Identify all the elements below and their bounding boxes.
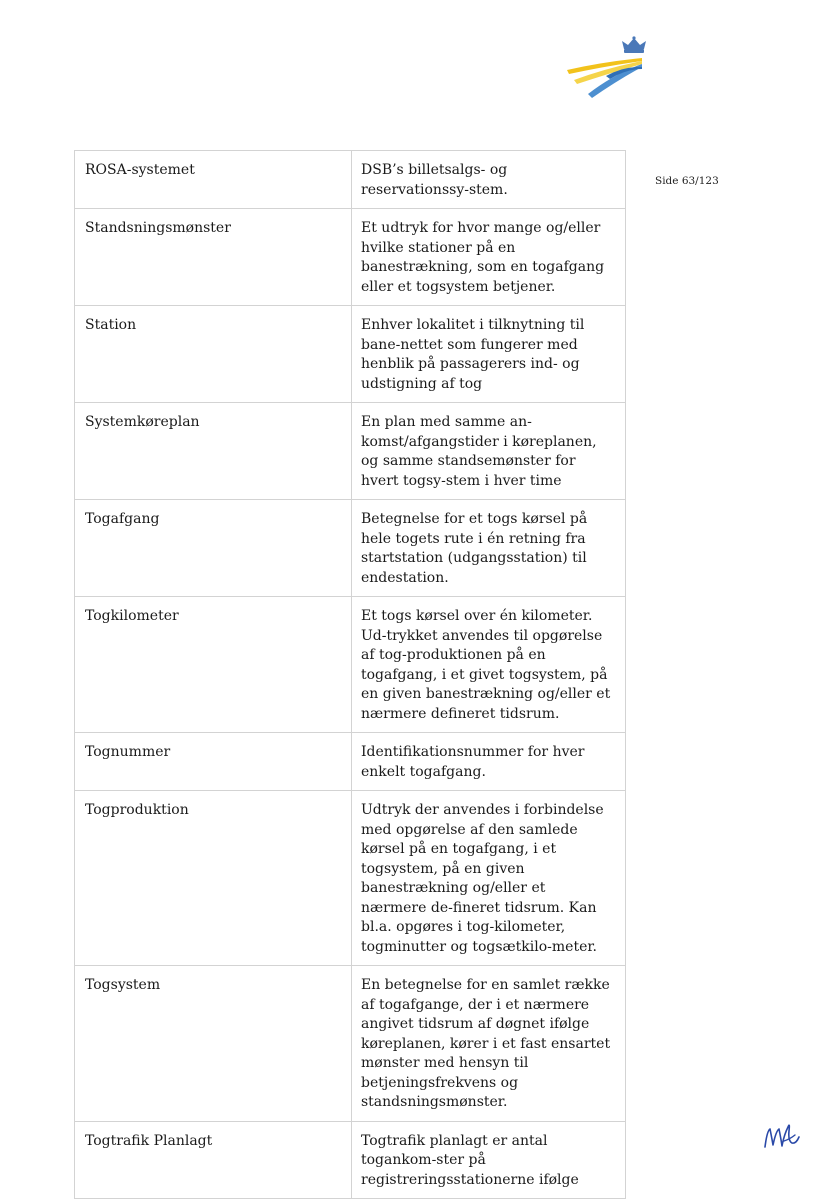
table-row (75, 1121, 626, 1199)
table-row (75, 597, 626, 733)
definition-cell: Identifikationsnummer for hver enkelt togafgang. (352, 733, 626, 791)
table-row (75, 500, 626, 597)
table-row (75, 306, 626, 403)
initials-signature-icon (762, 1117, 804, 1153)
term-cell: Systemkøreplan (75, 403, 352, 500)
definition-cell: Betegnelse for et togs kørsel på hele togets rute i én retning fra startstation (udgangsstation) til endestation. (352, 500, 626, 597)
table-row (75, 733, 626, 791)
table-row (75, 403, 626, 500)
term-cell: Togkilometer (75, 597, 352, 733)
definition-cell: Et togs kørsel over én kilometer. Ud-trykket anvendes til opgørelse af tog-produktionen på en togafgang, i et givet togsystem, på en given banestrækning og/eller et nærmere defineret tidsrum. (352, 597, 626, 733)
glossary-table (74, 150, 626, 1199)
table-row (75, 966, 626, 1122)
page-number: Side 63/123 (655, 175, 719, 187)
table-row (75, 209, 626, 306)
definition-cell: Enhver lokalitet i tilknytning til bane-nettet som fungerer med henblik på passagerers ind- og udstigning af tog (352, 306, 626, 403)
term-cell: Togproduktion (75, 791, 352, 966)
term-cell: Togafgang (75, 500, 352, 597)
term-cell: ROSA-systemet (75, 151, 352, 209)
term-cell: Station (75, 306, 352, 403)
term-cell: Togtrafik Planlagt (75, 1121, 352, 1199)
definition-cell: En betegnelse for en samlet række af togafgange, der i et nærmere angivet tidsrum af døgnet ifølge køreplanen, kører i et fast ensartet mønster med hensyn til betjeningsfrekvens og standsningsmønster. (352, 966, 626, 1122)
table-row (75, 791, 626, 966)
crowned-rail-logo-icon (562, 36, 654, 100)
definition-cell: En plan med samme an-komst/afgangstider i køreplanen, og samme standsemønster for hvert togsy-stem i hver time (352, 403, 626, 500)
term-cell: Togsystem (75, 966, 352, 1122)
term-cell: Tognummer (75, 733, 352, 791)
definition-cell: Udtryk der anvendes i forbindelse med opgørelse af den samlede kørsel på en togafgang, i et togsystem, på en given banestrækning og/eller et nærmere de-fineret tidsrum. Kan bl.a. opgøres i tog-kilometer, togminutter og togsætkilo-meter. (352, 791, 626, 966)
definition-cell: Togtrafik planlagt er antal togankom-ster på registreringsstationerne ifølge (352, 1121, 626, 1199)
definition-cell: Et udtryk for hvor mange og/eller hvilke stationer på en banestrækning, som en togafgang eller et togsystem betjener. (352, 209, 626, 306)
definition-cell: DSB’s billetsalgs- og reservationssy-stem. (352, 151, 626, 209)
table-row (75, 151, 626, 209)
term-cell: Standsningsmønster (75, 209, 352, 306)
